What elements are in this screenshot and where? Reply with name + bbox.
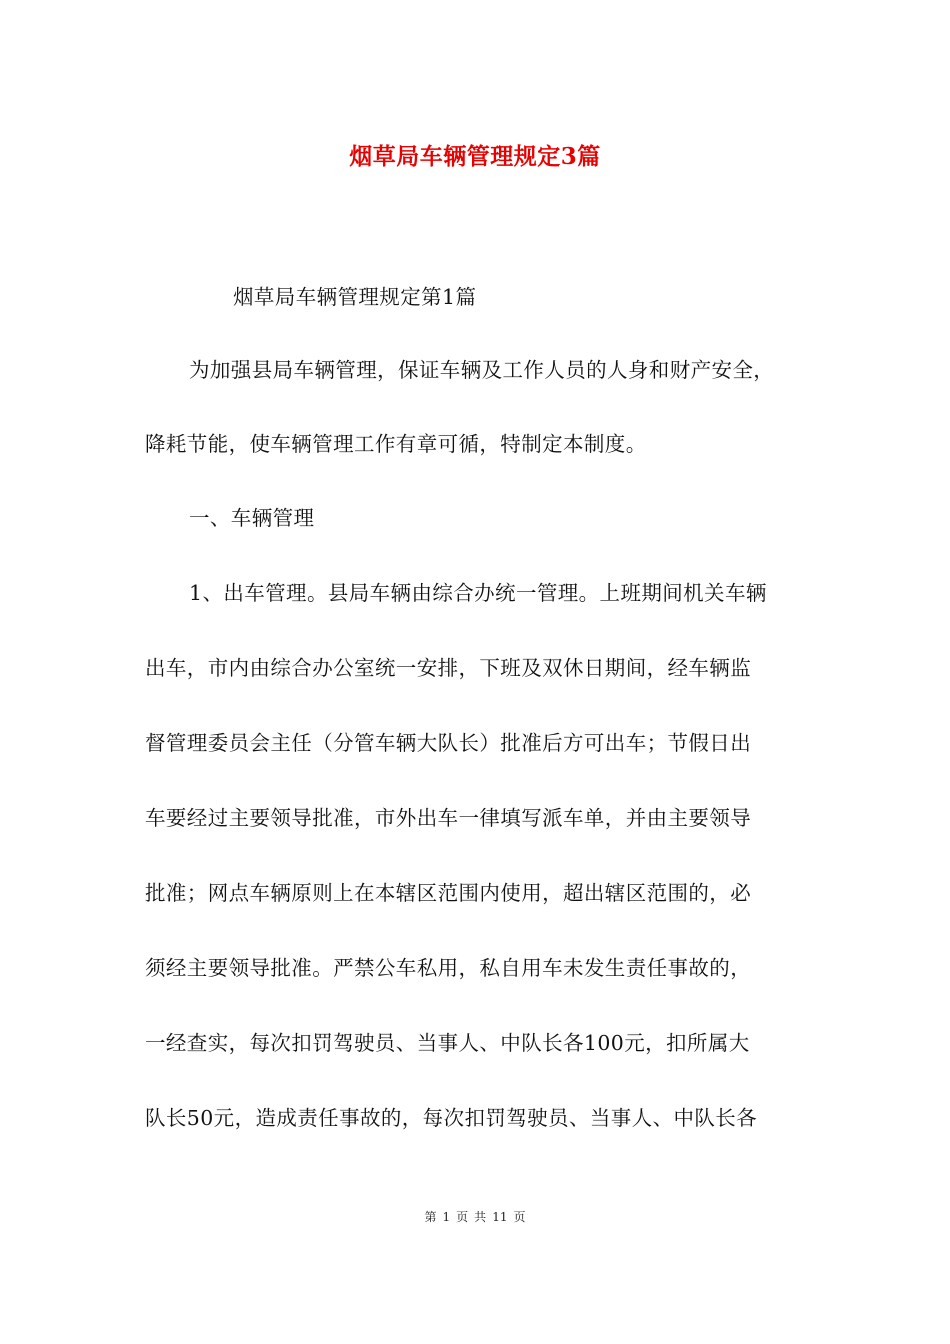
paragraph-line: 须经主要领导批准。严禁公车私用，私自用车未发生责任事故的，	[145, 956, 752, 980]
paragraph-line: 一经查实，每次扣罚驾驶员、当事人、中队长各100元，扣所属大	[145, 1031, 750, 1055]
paragraph-line: 降耗节能，使车辆管理工作有章可循，特制定本制度。	[145, 432, 647, 456]
footer-total-pages: 11	[492, 1210, 508, 1224]
footer-page-word: 页	[456, 1210, 469, 1224]
paragraph-line: 出车，市内由综合办公室统一安排，下班及双休日期间，经车辆监	[145, 656, 752, 680]
footer-total-prefix: 共	[474, 1210, 487, 1224]
page-footer	[0, 1208, 950, 1225]
paragraph-line: 督管理委员会主任（分管车辆大队长）批准后方可出车；节假日出	[145, 731, 752, 755]
paragraph-line: 为加强县局车辆管理，保证车辆及工作人员的人身和财产安全，	[189, 358, 775, 382]
paragraph-line: 批准；网点车辆原则上在本辖区范围内使用，超出辖区范围的，必	[145, 881, 752, 905]
section-heading: 烟草局车辆管理规定第1篇	[233, 285, 477, 309]
footer-prefix: 第	[424, 1210, 437, 1224]
document-title: 烟草局车辆管理规定3篇	[349, 143, 601, 170]
footer-suffix: 页	[513, 1210, 526, 1224]
footer-current-page: 1	[442, 1210, 451, 1224]
paragraph-line: 车要经过主要领导批准，市外出车一律填写派车单，并由主要领导	[145, 806, 752, 830]
paragraph-line: 队长50元，造成责任事故的，每次扣罚驾驶员、当事人、中队长各	[145, 1106, 758, 1130]
subsection-heading: 一、车辆管理	[189, 506, 315, 530]
paragraph-line: 1、出车管理。县局车辆由综合办统一管理。上班期间机关车辆	[189, 581, 767, 605]
